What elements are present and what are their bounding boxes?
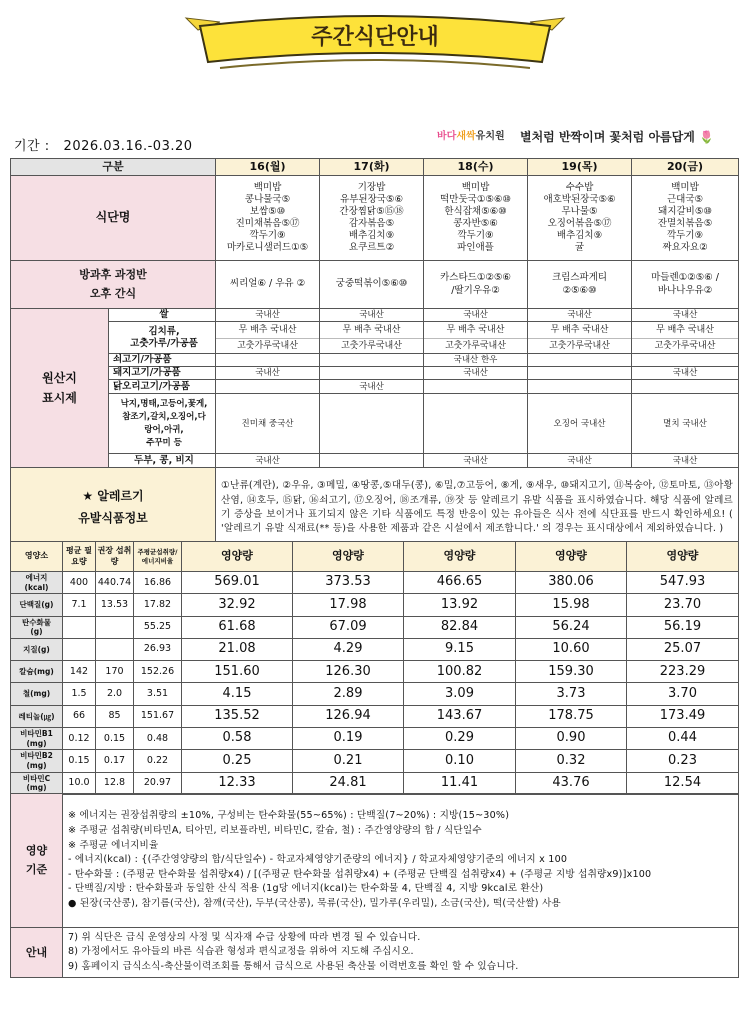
origin-value: 국내산	[528, 454, 632, 468]
nutrient-avg: 400	[63, 572, 96, 594]
origin-value	[632, 380, 739, 394]
nutrient-rec: 12.8	[96, 772, 134, 794]
nutrient-day-value: 178.75	[516, 705, 627, 727]
nutrient-week: 26.93	[134, 638, 182, 660]
meal-item: 수수밥	[565, 181, 594, 193]
nutrient-day-value: 0.44	[627, 728, 739, 750]
nutrient-day-value: 3.09	[404, 683, 516, 705]
nutrient-rec: 0.17	[96, 750, 134, 772]
nutrient-avg	[63, 616, 96, 638]
origin-value: 국내산	[528, 309, 632, 322]
origin-value: 국내산	[632, 367, 739, 380]
nutrient-week: 55.25	[134, 616, 182, 638]
nutrient-name-line: 탄수화물	[22, 617, 51, 627]
origin-value-line: 고춧가루국내산	[632, 338, 738, 353]
snack-label	[11, 261, 216, 309]
standard-line: ● 된장(국산콩), 참기름(국산), 참깨(국산), 두부(국산콩), 묵류(국산), 밀가루(우리밀), 소금(국산), 떡(국산쌀) 사용	[68, 897, 561, 909]
nutrient-avg: 0.15	[63, 750, 96, 772]
nutrient-name-line: 칼슘(mg)	[19, 667, 54, 677]
allergy-text: ①난류(계란), ②우유, ③메밀, ④땅콩,⑤대두(콩), ⑥밀,⑦고등어, ⑧게, ⑨새우, ⑩돼지고기, ⑪복숭아, ⑫토마토, ⑬아황산염, ⑭호두, ⑮닭, ⑯쇠고기, ⑰오징어, ⑱조개류, ⑲잣 등 알레르기 유발 식품을 표시하였습니다. 해당 식품에 알레르기 증상을 보이거나 표기되지 않은 기타 식품에도 특정 반응이 있는 유아들은 식사 전에 식단표를 반드시 확인하세요! ( '알레르기 유발 식재료(** 등)을 사용한 제품과 같은 시설에서 제조합니다.' 의 경우는 표시대상에서 제외하였습니다. )	[216, 468, 739, 548]
origin-value-line: 무 배추 국내산	[656, 324, 714, 335]
standard-label-line: 영양	[25, 843, 48, 857]
nutrition-row	[11, 661, 739, 683]
nutrient-day-value: 67.09	[293, 616, 404, 638]
nutrient-name-line: (mg)	[26, 761, 47, 771]
nutrition-row	[11, 728, 739, 750]
snack-item: 씨리얼⑥ / 우유 ②	[229, 278, 306, 290]
snack-cell	[528, 261, 632, 309]
period-value: 2026.03.16.-03.20	[63, 139, 193, 154]
nutrient-name-line: 에너지	[25, 573, 48, 583]
standard-text	[63, 794, 739, 928]
nutrient-day-value: 4.15	[182, 683, 293, 705]
nutrient-day-value: 4.29	[293, 638, 404, 660]
nutrient-rec: 0.15	[96, 728, 134, 750]
meal-item: 잔멸치볶음⑤	[657, 218, 713, 229]
origin-item-line: 김치류,	[148, 325, 180, 337]
nutrient-name-line: (kcal)	[24, 582, 49, 592]
nutrient-day-value: 173.49	[627, 705, 739, 727]
nutrient-day-value: 25.07	[627, 638, 739, 660]
standard-line: - 탄수화물 : (주평균 탄수화물 섭취량x4) / [(주평균 탄수화물 섭취량x4) + (주평균 단백질 섭취량x4) + (주평균 지방 섭취량x9)]x100	[68, 868, 652, 880]
origin-value	[528, 322, 632, 354]
origin-value	[424, 394, 528, 454]
nutrient-day-value: 3.70	[627, 683, 739, 705]
nutrition-row	[11, 683, 739, 705]
meal-item: 백미밥	[671, 181, 699, 193]
nutrient-day-value: 223.29	[627, 661, 739, 683]
standard-label	[11, 794, 63, 928]
nutrient-day-value: 12.54	[627, 772, 739, 794]
nutrient-day-value: 32.92	[182, 594, 293, 616]
nutrient-avg: 7.1	[63, 594, 96, 616]
nutrient-rec: 440.74	[96, 572, 134, 594]
nutrient-avg: 66	[63, 705, 96, 727]
nutrient-day-value: 0.25	[182, 750, 293, 772]
notice-text	[63, 928, 739, 978]
nutrient-name	[11, 594, 63, 616]
meal-cell	[528, 176, 632, 261]
origin-value: 국내산	[320, 309, 424, 322]
snack-cell	[216, 261, 320, 309]
nutrition-header: 영양소	[11, 542, 63, 572]
nutrient-day-value: 11.41	[404, 772, 516, 794]
page-title: 주간식단안내	[311, 25, 439, 50]
nutrition-row	[11, 616, 739, 638]
origin-value: 국내산	[216, 309, 320, 322]
nutrition-day-header: 영양량	[627, 542, 739, 572]
meal-item: 감자볶음⑤	[348, 218, 395, 229]
nutrient-week: 0.22	[134, 750, 182, 772]
nutrient-rec: 13.53	[96, 594, 134, 616]
meal-item: 한식잡채⑤⑥⑩	[444, 205, 507, 217]
allergy-label-line: 유발식품정보	[78, 510, 148, 525]
meal-item: 애호박된장국⑤⑥	[543, 193, 616, 205]
nutrient-day-value: 100.82	[404, 661, 516, 683]
nutrient-name	[11, 772, 63, 794]
nutrient-name	[11, 661, 63, 683]
standard-label-line: 기준	[25, 862, 48, 876]
meal-cell	[320, 176, 424, 261]
origin-value-line: 무 배추 국내산	[446, 324, 505, 335]
nutrient-day-value: 21.08	[182, 638, 293, 660]
nutrient-avg: 1.5	[63, 683, 96, 705]
standard-table	[10, 793, 739, 978]
nutrient-day-value: 373.53	[293, 572, 404, 594]
snack-label-line: 오후 간식	[89, 286, 137, 300]
nutrient-name	[11, 705, 63, 727]
meal-cell	[424, 176, 528, 261]
nutrient-day-value: 143.67	[404, 705, 516, 727]
nutrient-name-line: 비타민B2	[20, 751, 53, 761]
nutrient-rec	[96, 616, 134, 638]
nutrition-row	[11, 572, 739, 594]
nutrient-day-value: 0.29	[404, 728, 516, 750]
nutrition-header: 평균 필요량	[63, 542, 96, 572]
origin-label-line: 표시제	[42, 391, 77, 406]
meal-item: 콩자반⑤⑥	[453, 218, 498, 229]
nutrient-name-line: 지질(g)	[23, 644, 50, 654]
snack-item: /딸기우유②	[451, 284, 500, 296]
nutrition-row	[11, 594, 739, 616]
meal-item: 귤	[574, 242, 585, 254]
nutrient-rec: 170	[96, 661, 134, 683]
origin-item	[109, 322, 216, 354]
nutrient-day-value: 135.52	[182, 705, 293, 727]
origin-label	[11, 309, 109, 468]
origin-value	[320, 354, 424, 367]
origin-value	[528, 380, 632, 394]
nutrient-week: 17.82	[134, 594, 182, 616]
origin-label-line: 원산지	[42, 370, 77, 385]
origin-item: 두부, 콩, 비지	[109, 454, 216, 468]
nutrient-day-value: 23.70	[627, 594, 739, 616]
origin-item-line: 고춧가루/가공품	[130, 337, 198, 349]
period-label: 기간 :	[14, 139, 50, 154]
standard-line: - 에너지(kcal) : {(주간영양량의 합/식단일수) - 학교자체영양기준량의 에너지} / 학교자체영양기준의 에너지 x 100	[68, 854, 568, 866]
standard-line: ※ 주평균 에너지비율	[68, 839, 159, 851]
logo-part-2: 새싹	[456, 131, 476, 142]
meal-item: 돼지갈비⑤⑩	[658, 205, 712, 217]
nutrient-day-value: 569.01	[182, 572, 293, 594]
allergy-label	[11, 468, 216, 548]
origin-value: 국내산	[216, 367, 320, 380]
origin-value: 국내산	[632, 454, 739, 468]
meal-item: 마카로니샐러드①⑤	[226, 242, 309, 254]
origin-item	[109, 394, 216, 454]
notice-label: 안내	[11, 928, 63, 978]
snack-label-line: 방과후 과정반	[79, 267, 147, 281]
nutrient-rec: 85	[96, 705, 134, 727]
meal-item: 요쿠르트②	[348, 242, 395, 254]
meal-item: 간장찜닭⑤⑮⑱	[339, 205, 404, 217]
origin-item: 쌀	[109, 309, 216, 322]
standard-line: ※ 주평균 섭취량(비타민A, 티아민, 리보플라빈, 비타민C, 칼슘, 철) : 주간영양량의 합 / 식단일수	[68, 825, 482, 837]
origin-value	[320, 322, 424, 354]
nutrient-day-value: 82.84	[404, 616, 516, 638]
origin-item-line: 참조기,갈치,오징어,다	[122, 411, 206, 422]
logo-part-3: 유치원	[475, 131, 505, 142]
origin-value: 오징어 국내산	[528, 394, 632, 454]
nutrient-day-value: 15.98	[516, 594, 627, 616]
slogan	[520, 128, 714, 145]
nutrient-name-line: 비타민C	[22, 773, 51, 783]
origin-value: 진미채 중국산	[216, 394, 320, 454]
nutrient-day-value: 547.93	[627, 572, 739, 594]
kindergarten-logo	[437, 127, 505, 142]
nutrient-day-value: 9.15	[404, 638, 516, 660]
menu-table	[10, 158, 739, 548]
meal-item: 깍두기⑨	[249, 230, 286, 242]
nutrition-day-header: 영양량	[516, 542, 627, 572]
logo-part-1: 바다	[437, 131, 457, 142]
nutrient-day-value: 126.94	[293, 705, 404, 727]
nutrient-rec: 2.0	[96, 683, 134, 705]
nutrient-day-value: 2.89	[293, 683, 404, 705]
nutrient-day-value: 0.32	[516, 750, 627, 772]
nutrition-day-header: 영양량	[404, 542, 516, 572]
origin-value	[424, 322, 528, 354]
allergy-label-line: ★ 알레르기	[82, 489, 144, 504]
origin-value-line: 고춧가루국내산	[320, 338, 423, 353]
meal-item: 깍두기⑨	[666, 230, 704, 242]
day-header: 20(금)	[632, 159, 739, 176]
nutrient-name	[11, 750, 63, 772]
nutrient-day-value: 43.76	[516, 772, 627, 794]
origin-value: 국내산	[424, 367, 528, 380]
meal-item: 떡만둣국①⑤⑥⑩	[440, 193, 511, 205]
nutrition-row	[11, 705, 739, 727]
meal-label: 식단명	[11, 176, 216, 261]
origin-value	[528, 354, 632, 367]
origin-value: 국내산	[632, 309, 739, 322]
nutrient-day-value: 61.68	[182, 616, 293, 638]
origin-value	[320, 367, 424, 380]
standard-line: ※ 에너지는 권장섭취량의 ±10%, 구성비는 탄수화물(55~65%) : 단백질(7~20%) : 지방(15~30%)	[68, 810, 510, 822]
nutrient-day-value: 0.19	[293, 728, 404, 750]
meal-item: 보쌈⑤⑩	[249, 205, 286, 217]
origin-value	[424, 380, 528, 394]
origin-item-line: 낙지,명태,고등어,꽃게,	[120, 398, 208, 409]
nutrient-day-value: 0.10	[404, 750, 516, 772]
nutrient-week: 16.86	[134, 572, 182, 594]
nutrient-name-line: (g)	[30, 627, 43, 637]
nutrient-name-line: (mg)	[26, 738, 47, 748]
meal-cell	[632, 176, 739, 261]
nutrient-day-value: 12.33	[182, 772, 293, 794]
snack-cell	[632, 261, 739, 309]
nutrition-body	[11, 572, 739, 795]
origin-item: 닭오리고기/가공품	[109, 380, 216, 394]
header-label: 구분	[11, 159, 216, 176]
snack-cell	[320, 261, 424, 309]
snack-item: 마들렌①②⑤⑥ /	[651, 272, 719, 284]
nutrient-name-line: 철(mg)	[22, 689, 51, 699]
meal-item: 무나물⑤	[561, 205, 598, 217]
meal-item: 오징어볶음⑤⑰	[547, 218, 612, 229]
origin-value	[216, 322, 320, 354]
snack-item: 바나나우유②	[657, 284, 713, 296]
notice-line: 8) 가정에서도 유아들의 바른 식습관 형성과 편식교정을 위하여 지도해 주십시오.	[68, 946, 414, 958]
day-header: 18(수)	[424, 159, 528, 176]
nutrient-week: 152.26	[134, 661, 182, 683]
nutrition-header: 권장 섭취량	[96, 542, 134, 572]
nutrient-day-value: 159.30	[516, 661, 627, 683]
meal-item: 짜요자요②	[662, 242, 708, 254]
day-header: 16(월)	[216, 159, 320, 176]
nutrient-day-value: 24.81	[293, 772, 404, 794]
nutrition-row	[11, 772, 739, 794]
snack-item: 카스타드①②⑤⑥	[440, 272, 511, 284]
nutrition-header: 주평균섭취량/ 에너지비율	[134, 542, 182, 572]
origin-value-line: 고춧가루국내산	[216, 338, 319, 353]
meal-item: 파인애플	[457, 242, 494, 254]
meal-item: 깍두기⑨	[457, 230, 494, 242]
origin-value: 국내산	[424, 454, 528, 468]
meal-item: 백미밥	[461, 181, 490, 193]
origin-value-line: 고춧가루국내산	[424, 338, 527, 353]
meal-item: 기장밥	[357, 181, 386, 193]
origin-value	[632, 354, 739, 367]
meal-item: 콩나물국⑤	[244, 193, 291, 205]
nutrient-day-value: 13.92	[404, 594, 516, 616]
origin-value	[320, 394, 424, 454]
origin-item: 돼지고기/가공품	[109, 367, 216, 380]
slogan-text: 별처럼 반짝이며 꽃처럼 아름답게	[520, 130, 695, 144]
nutrient-name-line: 단백질(g)	[19, 600, 54, 610]
nutrient-rec	[96, 638, 134, 660]
origin-value-line: 무 배추 국내산	[238, 324, 297, 335]
origin-value-line: 무 배추 국내산	[550, 324, 609, 335]
origin-value	[528, 367, 632, 380]
notice-line: 9) 홈페이지 급식소식-축산물이력조회를 통해서 급식으로 사용된 축산물 이력번호를 확인 할 수 있습니다.	[68, 960, 519, 972]
nutrient-name	[11, 683, 63, 705]
origin-value	[216, 354, 320, 367]
nutrient-week: 0.48	[134, 728, 182, 750]
standard-line: - 단백질/지방 : 탄수화물과 동일한 산식 적용 (1g당 에너지(kcal)는 탄수화물 4, 단백질 4, 지방 9kcal로 환산)	[68, 883, 544, 895]
origin-value	[320, 454, 424, 468]
nutrient-name	[11, 728, 63, 750]
day-header: 19(목)	[528, 159, 632, 176]
nutrition-day-header: 영양량	[182, 542, 293, 572]
snack-item: 크림스파게티	[551, 272, 608, 284]
nutrition-row	[11, 638, 739, 660]
snack-item: ②⑤⑥⑩	[562, 284, 597, 296]
origin-value	[632, 322, 739, 354]
nutrient-day-value: 151.60	[182, 661, 293, 683]
nutrient-name-line: 레티놀(㎍)	[18, 711, 55, 721]
nutrient-day-value: 0.90	[516, 728, 627, 750]
nutrient-avg	[63, 638, 96, 660]
nutrient-day-value: 17.98	[293, 594, 404, 616]
day-header: 17(화)	[320, 159, 424, 176]
origin-value-line: 고춧가루국내산	[528, 338, 631, 353]
nutrient-week: 20.97	[134, 772, 182, 794]
nutrient-avg: 142	[63, 661, 96, 683]
meal-cell	[216, 176, 320, 261]
nutrient-day-value: 56.24	[516, 616, 627, 638]
meal-item: 유부된장국⑤⑥	[340, 193, 403, 205]
origin-value	[216, 380, 320, 394]
meal-item: 진미채볶음⑤⑰	[235, 218, 300, 229]
nutrition-day-header: 영양량	[293, 542, 404, 572]
nutrient-day-value: 56.19	[627, 616, 739, 638]
nutrient-name	[11, 572, 63, 594]
origin-value: 국내산 한우	[424, 354, 528, 367]
nutrient-day-value: 126.30	[293, 661, 404, 683]
notice-line: 7) 위 식단은 급식 운영상의 사정 및 식자재 수급 상황에 따라 변경 될 수 있습니다.	[68, 932, 421, 943]
origin-value-line: 무 배추 국내산	[342, 324, 401, 335]
nutrient-day-value: 466.65	[404, 572, 516, 594]
snack-item: 궁중떡볶이⑤⑥⑩	[335, 278, 408, 290]
meal-item: 근대국⑤	[666, 193, 704, 205]
snack-cell	[424, 261, 528, 309]
nutrient-avg: 10.0	[63, 772, 96, 794]
nutrient-avg: 0.12	[63, 728, 96, 750]
origin-item: 쇠고기/가공품	[109, 354, 216, 367]
nutrient-week: 151.67	[134, 705, 182, 727]
nutrient-day-value: 380.06	[516, 572, 627, 594]
origin-value: 멸치 국내산	[632, 394, 739, 454]
title-banner	[180, 8, 570, 80]
meal-item: 백미밥	[253, 181, 282, 193]
origin-value: 국내산	[320, 380, 424, 394]
nutrient-day-value: 0.58	[182, 728, 293, 750]
nutrient-name	[11, 638, 63, 660]
meal-item: 배추김치⑨	[348, 230, 395, 242]
origin-item-line: 주꾸미 등	[146, 438, 182, 449]
nutrient-name-line: 비타민B1	[20, 729, 53, 739]
meal-item: 배추김치⑨	[556, 230, 603, 242]
nutrient-day-value: 0.23	[627, 750, 739, 772]
nutrient-day-value: 10.60	[516, 638, 627, 660]
origin-item-line: 랑어,아귀,	[144, 424, 184, 435]
nutrient-name	[11, 616, 63, 638]
period	[14, 135, 193, 154]
nutrient-day-value: 0.21	[293, 750, 404, 772]
nutrient-week: 3.51	[134, 683, 182, 705]
nutrition-row	[11, 750, 739, 772]
origin-value: 국내산	[424, 309, 528, 322]
tulip-icon: 🌷	[699, 130, 714, 144]
nutrient-day-value: 3.73	[516, 683, 627, 705]
nutrition-table	[10, 541, 739, 795]
nutrient-name-line: (mg)	[26, 783, 47, 793]
origin-value: 국내산	[216, 454, 320, 468]
